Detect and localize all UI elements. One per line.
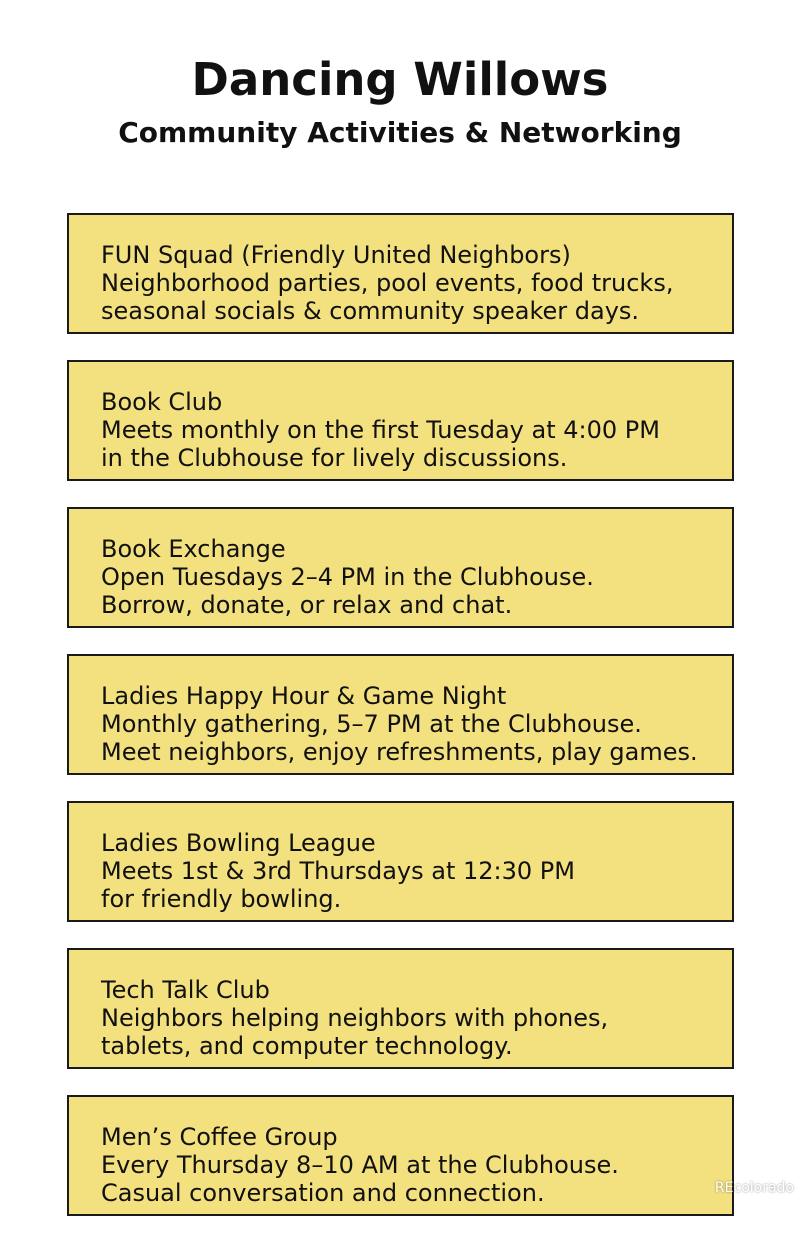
activity-name: Book Club [101, 388, 223, 416]
activity-card-book-club [67, 360, 734, 481]
activity-name: Tech Talk Club [101, 976, 270, 1004]
activity-description-line: tablets, and computer technology. [101, 1032, 513, 1060]
activity-description-line: Meets 1st & 3rd Thursdays at 12:30 PM [101, 857, 575, 885]
activity-description-line: Meets monthly on the first Tuesday at 4:00 PM [101, 416, 660, 444]
activity-name: FUN Squad (Friendly United Neighbors) [101, 241, 571, 269]
activity-description-line: Casual conversation and connection. [101, 1179, 545, 1207]
activity-name: Ladies Bowling League [101, 829, 376, 857]
activity-description-line: Open Tuesdays 2–4 PM in the Clubhouse. [101, 563, 594, 591]
activities-list [67, 213, 734, 1242]
activity-name: Men’s Coffee Group [101, 1123, 338, 1151]
page-title: Dancing Willows [191, 53, 609, 106]
activity-card-book-exchange [67, 507, 734, 628]
activity-description-line: for friendly bowling. [101, 885, 342, 913]
activity-description-line: Meet neighbors, enjoy refreshments, play games. [101, 738, 698, 766]
activity-description-line: Neighborhood parties, pool events, food trucks, [101, 269, 674, 297]
activity-description-line: Every Thursday 8–10 AM at the Clubhouse. [101, 1151, 619, 1179]
activity-card-fun-squad [67, 213, 734, 334]
page-subtitle: Community Activities & Networking [118, 116, 682, 149]
activity-name: Book Exchange [101, 535, 286, 563]
activity-card-ladies-bowling [67, 801, 734, 922]
activity-description-line: Neighbors helping neighbors with phones, [101, 1004, 609, 1032]
activity-card-mens-coffee [67, 1095, 734, 1216]
activity-name: Ladies Happy Hour & Game Night [101, 682, 507, 710]
activity-description-line: seasonal socials & community speaker days. [101, 297, 640, 325]
activity-description-line: in the Clubhouse for lively discussions. [101, 444, 568, 472]
activity-description-line: Borrow, donate, or relax and chat. [101, 591, 513, 619]
activity-card-tech-talk [67, 948, 734, 1069]
activity-card-ladies-happy-hour [67, 654, 734, 775]
watermark: REcolorado [714, 1180, 794, 1196]
activity-description-line: Monthly gathering, 5–7 PM at the Clubhouse. [101, 710, 642, 738]
